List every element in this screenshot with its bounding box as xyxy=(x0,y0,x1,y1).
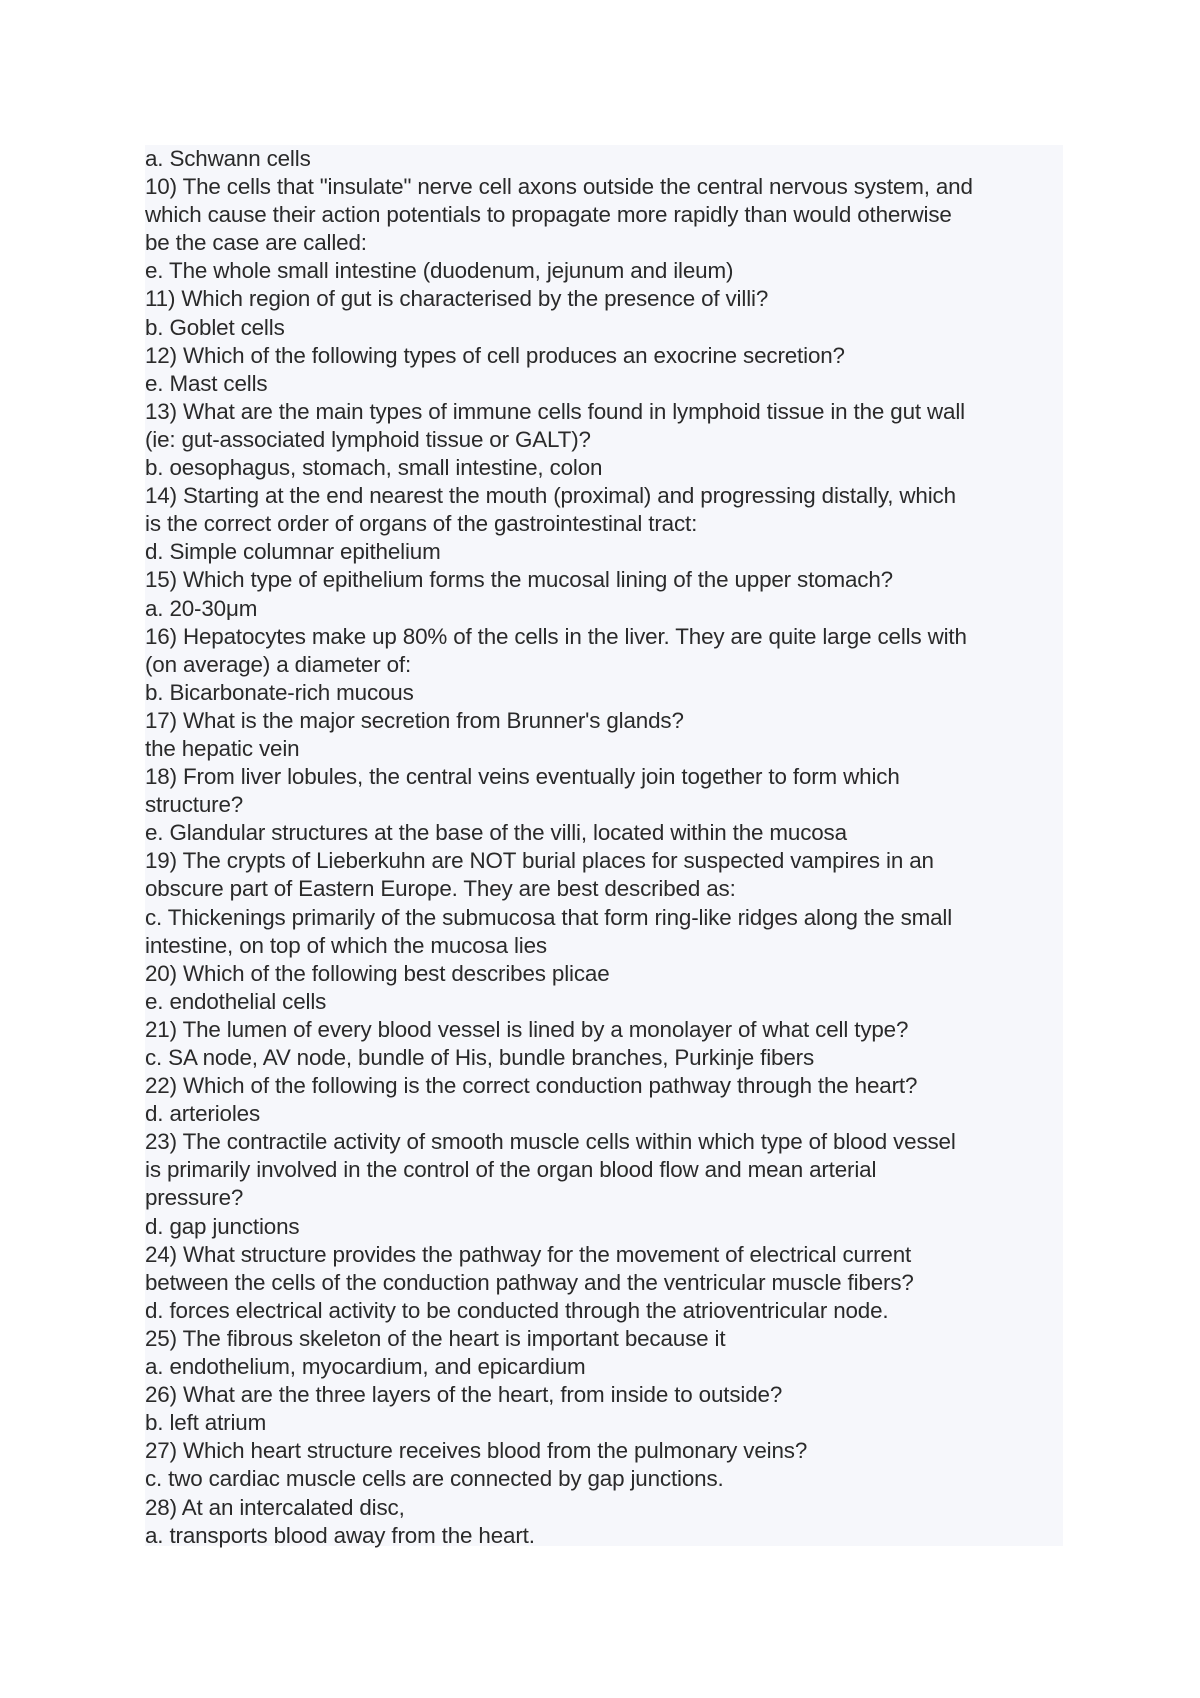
document-line: b. Goblet cells xyxy=(145,314,285,340)
document-line: 12) Which of the following types of cell produces an exocrine secretion? xyxy=(145,342,845,368)
document-line: 22) Which of the following is the correct conduction pathway through the heart? xyxy=(145,1073,918,1099)
document-line: 10) The cells that "insulate" nerve cell axons outside the central nervous system, and xyxy=(145,174,973,200)
document-line: e. Glandular structures at the base of the villi, located within the mucosa xyxy=(145,820,847,846)
document-line: c. SA node, AV node, bundle of His, bundle branches, Purkinje fibers xyxy=(145,1045,814,1070)
document-line: e. The whole small intestine (duodenum, jejunum and ileum) xyxy=(145,258,734,284)
document-line: 27) Which heart structure receives blood from the pulmonary veins? xyxy=(145,1438,808,1464)
document-line: e. Mast cells xyxy=(145,370,268,396)
document-line: 20) Which of the following best describes plicae xyxy=(145,960,610,986)
document-line: c. two cardiac muscle cells are connected by gap junctions. xyxy=(145,1466,724,1492)
document-line: is primarily involved in the control of the organ blood flow and mean arterial xyxy=(145,1157,877,1183)
document-line: is the correct order of organs of the gastrointestinal tract: xyxy=(145,511,698,537)
document-line: 19) The crypts of Lieberkuhn are NOT burial places for suspected vampires in an xyxy=(145,848,934,874)
document-line: 21) The lumen of every blood vessel is lined by a monolayer of what cell type? xyxy=(145,1016,909,1042)
document-line: 13) What are the main types of immune cells found in lymphoid tissue in the gut wall xyxy=(145,398,965,424)
document-line: c. Thickenings primarily of the submucosa that form ring-like ridges along the small xyxy=(145,904,953,930)
document-line: b. oesophagus, stomach, small intestine, colon xyxy=(145,455,603,481)
document-line: 16) Hepatocytes make up 80% of the cells in the liver. They are quite large cells with xyxy=(145,623,967,649)
document-line: intestine, on top of which the mucosa lies xyxy=(145,932,547,958)
document-line: 14) Starting at the end nearest the mouth (proximal) and progressing distally, which xyxy=(145,483,956,509)
document-text-block xyxy=(145,145,1063,1546)
document-line: e. endothelial cells xyxy=(145,988,327,1014)
document-line: obscure part of Eastern Europe. They are best described as: xyxy=(145,876,736,902)
document-line: 15) Which type of epithelium forms the mucosal lining of the upper stomach? xyxy=(145,567,893,593)
document-line: structure? xyxy=(145,792,244,818)
document-line: d. Simple columnar epithelium xyxy=(145,539,441,565)
document-line: between the cells of the conduction pathway and the ventricular muscle fibers? xyxy=(145,1269,914,1295)
document-line: 25) The fibrous skeleton of the heart is important because it xyxy=(145,1325,726,1351)
document-line: 17) What is the major secretion from Brunner's glands? xyxy=(145,707,684,733)
document-line: 26) What are the three layers of the heart, from inside to outside? xyxy=(145,1382,783,1408)
document-line: pressure? xyxy=(145,1185,244,1211)
document-line: d. gap junctions xyxy=(145,1213,300,1239)
document-line: b. left atrium xyxy=(145,1410,267,1436)
document-line: a. 20-30μm xyxy=(145,595,258,621)
document-line: 24) What structure provides the pathway for the movement of electrical current xyxy=(145,1241,912,1267)
document-line: d. forces electrical activity to be conducted through the atrioventricular node. xyxy=(145,1297,889,1323)
document-line: 23) The contractile activity of smooth muscle cells within which type of blood vessel xyxy=(145,1129,956,1155)
document-line: a. Schwann cells xyxy=(145,146,311,171)
document-line: (ie: gut-associated lymphoid tissue or GALT)? xyxy=(145,426,591,452)
document-line: the hepatic vein xyxy=(145,735,300,761)
document-line: 18) From liver lobules, the central veins eventually join together to form which xyxy=(145,764,900,790)
document-line: 11) Which region of gut is characterised by the presence of villi? xyxy=(145,286,769,312)
document-line: be the case are called: xyxy=(145,230,367,256)
document-line: a. endothelium, myocardium, and epicardium xyxy=(145,1354,586,1380)
document-line: 28) At an intercalated disc, xyxy=(145,1494,405,1520)
document-lines xyxy=(145,145,1063,1550)
document-line: b. Bicarbonate-rich mucous xyxy=(145,679,414,705)
document-line: d. arterioles xyxy=(145,1101,261,1127)
document-line: a. transports blood away from the heart. xyxy=(145,1522,535,1548)
document-line: (on average) a diameter of: xyxy=(145,651,412,677)
document-line: which cause their action potentials to propagate more rapidly than would otherwise xyxy=(145,202,952,228)
